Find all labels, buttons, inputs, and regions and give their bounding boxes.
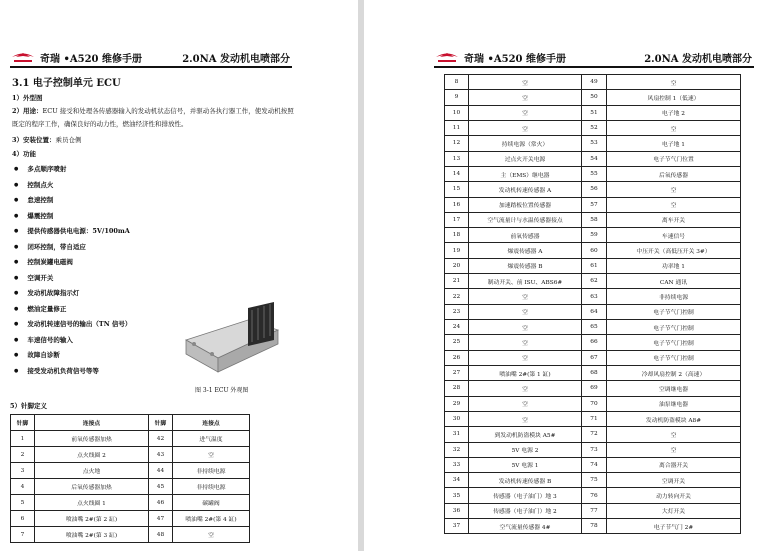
table-cell: 传感器（电子油门）地 3 [469,488,582,503]
table-cell: 50 [582,90,607,105]
table-row [445,243,741,258]
table-row [445,442,741,457]
table-cell: 空 [607,427,741,442]
table-row [445,289,741,304]
table-row [445,320,741,335]
table-cell: 73 [582,442,607,457]
table-row [445,136,741,151]
table-cell: 功率地 1 [607,258,741,273]
table-cell: 制动开关、前 ISU、ABS6# [469,274,582,289]
header-section: 2.0NA 发动机电喷部分 [644,54,752,65]
table-cell: 空气流量计与水温传感器接点 [469,212,582,227]
table-cell: 发动机转速传感器 B [469,473,582,488]
figure-caption: 图 3-1 ECU 外观图 [195,387,249,394]
page-header [10,50,290,64]
table-cell: 9 [445,90,469,105]
table-cell: 14 [445,166,469,181]
table-cell: 电子地 2 [607,105,741,120]
table-cell: 到发动机防盗模块 A5# [469,427,582,442]
table-cell: 电子节气门控制 [607,350,741,365]
table-cell: 67 [582,350,607,365]
table-cell: 空 [469,105,582,120]
table-cell: 空 [607,120,741,135]
table-cell: 离合器开关 [607,457,741,472]
list-item: ● 空调开关 [14,271,204,287]
table-cell: 爆震传感器 A [469,243,582,258]
left-page [0,0,358,551]
table-cell: 5V 电源 2 [469,442,582,457]
table-cell: 发动机防盗模块 A8# [607,411,741,426]
table-cell: 电子地 1 [607,136,741,151]
table-row [445,228,741,243]
table-cell: 63 [582,289,607,304]
table-row [445,90,741,105]
item-4: 4）功能 [12,150,37,158]
table-cell: 34 [445,473,469,488]
table-row [445,411,741,426]
table-cell: 69 [582,381,607,396]
table-row [445,457,741,472]
table-cell: 空 [469,90,582,105]
table-cell: 大灯开关 [607,503,741,518]
list-item: ● 控制炭罐电磁阀 [14,255,204,271]
item-2: 2）用途：ECU 接受和处理各传感器输入的发动机状态信号，并驱动各执行器工作，使发动机按照既定的程序工作，确保良好的动力性，燃油经济性和排放性。 [12,107,294,128]
table-cell: 70 [582,396,607,411]
header-brand: 奇瑞 •A520 维修手册 [40,53,142,65]
list-item: ● 车速信号的输入 [14,333,204,349]
table-cell: 65 [582,320,607,335]
table-cell: 电子节气门控制 [607,320,741,335]
table-row [445,381,741,396]
table-cell: 动力转向开关 [607,488,741,503]
chery-logo-icon [434,51,460,64]
table-cell: 60 [582,243,607,258]
header-cell: 连接点 [35,415,149,431]
table-cell: 29 [445,396,469,411]
item-3: 3）安装位置：乘员仓侧 [12,136,82,144]
table-row [445,473,741,488]
table-cell: 冷却风扇控制 2（高速） [607,365,741,380]
table-cell: 车速信号 [607,228,741,243]
table-cell: 过点火开关电源 [469,151,582,166]
table-cell: 5V 电源 1 [469,457,582,472]
table-cell: 18 [445,228,469,243]
list-item: ● 闭环控制，带自适应 [14,240,204,256]
table-row [445,335,741,350]
table-cell: 持续电源（常火） [469,136,582,151]
table-cell: 58 [582,212,607,227]
table-cell: 61 [582,258,607,273]
table-cell: 71 [582,411,607,426]
table-cell: 49 [582,75,607,90]
table-cell: 32 [445,442,469,457]
table-cell: 空 [469,350,582,365]
table-row [445,365,741,380]
list-item: ● 发动机故障指示灯 [14,286,204,302]
table-cell: 26 [445,350,469,365]
list-item: ● 控制点火 [14,178,204,194]
table-row: 5 点火线圈 1 46 碳罐阀 [11,495,250,511]
table-cell: 空 [469,411,582,426]
table-cell: 25 [445,335,469,350]
table-cell: 非持续电源 [607,289,741,304]
header-cell: 连接点 [173,415,250,431]
table-row [445,182,741,197]
table-row [445,350,741,365]
table-header-row [11,415,250,431]
table-cell: 51 [582,105,607,120]
table-cell: 62 [582,274,607,289]
table-cell: 52 [582,120,607,135]
header-cell: 针脚 [149,415,173,431]
table-row [445,212,741,227]
table-cell: 主（EMS）继电器 [469,166,582,181]
table-cell: 64 [582,304,607,319]
table-cell: 发动机转速传感器 A [469,182,582,197]
table-cell: 33 [445,457,469,472]
table-cell: 72 [582,427,607,442]
table-cell: 16 [445,197,469,212]
table-cell: 66 [582,335,607,350]
table-cell: 30 [445,411,469,426]
table-cell: 24 [445,320,469,335]
list-item: ● 接受发动机负荷信号等等 [14,364,204,380]
list-item: ● 发动机转速信号的输出（TN 信号） [14,317,204,333]
table-cell: 离车开关 [607,212,741,227]
table-cell: CAN 通讯 [607,274,741,289]
table-cell: 空 [469,289,582,304]
table-cell: 55 [582,166,607,181]
table-row [445,503,741,518]
table-cell: 10 [445,105,469,120]
table-cell: 空 [469,75,582,90]
table-cell: 电子节气门位置 [607,151,741,166]
table-row [445,166,741,181]
table-row: 6 喷油嘴 2#(第 2 缸) 47 喷油嘴 2#(第 4 缸) [11,511,250,527]
item-1: 1）外型图 [12,94,43,102]
section-title: 3.1 电子控制单元 ECU [12,78,121,89]
table-cell: 68 [582,365,607,380]
table-row: 3 点火地 44 非持续电源 [11,463,250,479]
table-cell: 28 [445,381,469,396]
table-cell: 76 [582,488,607,503]
list-item: ● 故障自诊断 [14,348,204,364]
table-row [445,151,741,166]
table-cell: 空 [469,335,582,350]
table-cell: 后氧传感器 [607,166,741,181]
table-cell: 空 [607,182,741,197]
table-row [445,427,741,442]
list-item: ● 燃油定量修正 [14,302,204,318]
table-cell: 56 [582,182,607,197]
table-cell: 空气流量传感器 4# [469,519,582,534]
table-cell: 11 [445,120,469,135]
table-cell: 77 [582,503,607,518]
table-cell: 传感器（电子油门）地 2 [469,503,582,518]
table-cell: 22 [445,289,469,304]
header-cell: 针脚 [11,415,35,431]
table-cell: 空 [607,75,741,90]
table-row [445,396,741,411]
table-cell: 空调继电器 [607,381,741,396]
list-item: ● 提供传感器供电电源：5V/100mA [14,224,204,240]
table-cell: 20 [445,258,469,273]
table-cell: 空 [469,381,582,396]
table-cell: 空 [607,442,741,457]
pin-table-left [10,414,250,543]
table-row [445,274,741,289]
table-cell: 空 [469,396,582,411]
table-row: 4 后氧传感器加热 45 非持续电源 [11,479,250,495]
header-rule [434,66,754,68]
table-row [445,519,741,534]
table-cell: 15 [445,182,469,197]
table-cell: 17 [445,212,469,227]
table-cell: 电子节气门 2# [607,519,741,534]
table-row [445,75,741,90]
table-cell: 13 [445,151,469,166]
list-item: ● 多点顺序喷射 [14,162,204,178]
table-cell: 油泵继电器 [607,396,741,411]
table-cell: 喷油嘴 2#(第 1 缸) [469,365,582,380]
table-cell: 空调开关 [607,473,741,488]
table-cell: 电子节气门控制 [607,304,741,319]
table-cell: 中压开关（高低压开关 3#） [607,243,741,258]
table-cell: 19 [445,243,469,258]
page-header [434,50,752,64]
table-cell: 8 [445,75,469,90]
header-rule [10,66,292,68]
table-row [445,120,741,135]
header-section: 2.0NA 发动机电喷部分 [182,54,290,65]
table-cell: 36 [445,503,469,518]
table-row [445,197,741,212]
table-cell: 空 [607,197,741,212]
ecu-image [178,300,288,378]
table-cell: 爆震传感器 B [469,258,582,273]
table-row [445,105,741,120]
table-cell: 前氧传感器 [469,228,582,243]
table-cell: 空 [469,120,582,135]
table-cell: 75 [582,473,607,488]
table-row [445,258,741,273]
table-row [445,488,741,503]
table-cell: 23 [445,304,469,319]
chery-logo-icon [10,51,36,64]
table-cell: 78 [582,519,607,534]
table-cell: 电子节气门控制 [607,335,741,350]
pin-table-right [444,74,741,534]
table-row: 2 点火线圈 2 43 空 [11,447,250,463]
table-cell: 31 [445,427,469,442]
table-row [445,304,741,319]
list-item: ● 爆震控制 [14,209,204,225]
table-cell: 21 [445,274,469,289]
table-cell: 53 [582,136,607,151]
table-cell: 37 [445,519,469,534]
table-cell: 12 [445,136,469,151]
table-cell: 59 [582,228,607,243]
header-brand: 奇瑞 •A520 维修手册 [464,53,566,65]
table-cell: 加速踏板位置传感器 [469,197,582,212]
pin-title: 5）针脚定义 [10,402,48,410]
table-cell: 54 [582,151,607,166]
table-cell: 风扇控制 1（低速） [607,90,741,105]
table-row: 7 喷油嘴 2#(第 3 缸) 48 空 [11,527,250,543]
right-page [364,0,767,551]
table-cell: 空 [469,320,582,335]
table-cell: 35 [445,488,469,503]
table-cell: 27 [445,365,469,380]
function-list [14,162,204,379]
list-item: ● 怠速控制 [14,193,204,209]
table-row: 1 前氧传感器加热 42 进气温度 [11,431,250,447]
table-cell: 74 [582,457,607,472]
table-cell: 空 [469,304,582,319]
table-cell: 57 [582,197,607,212]
